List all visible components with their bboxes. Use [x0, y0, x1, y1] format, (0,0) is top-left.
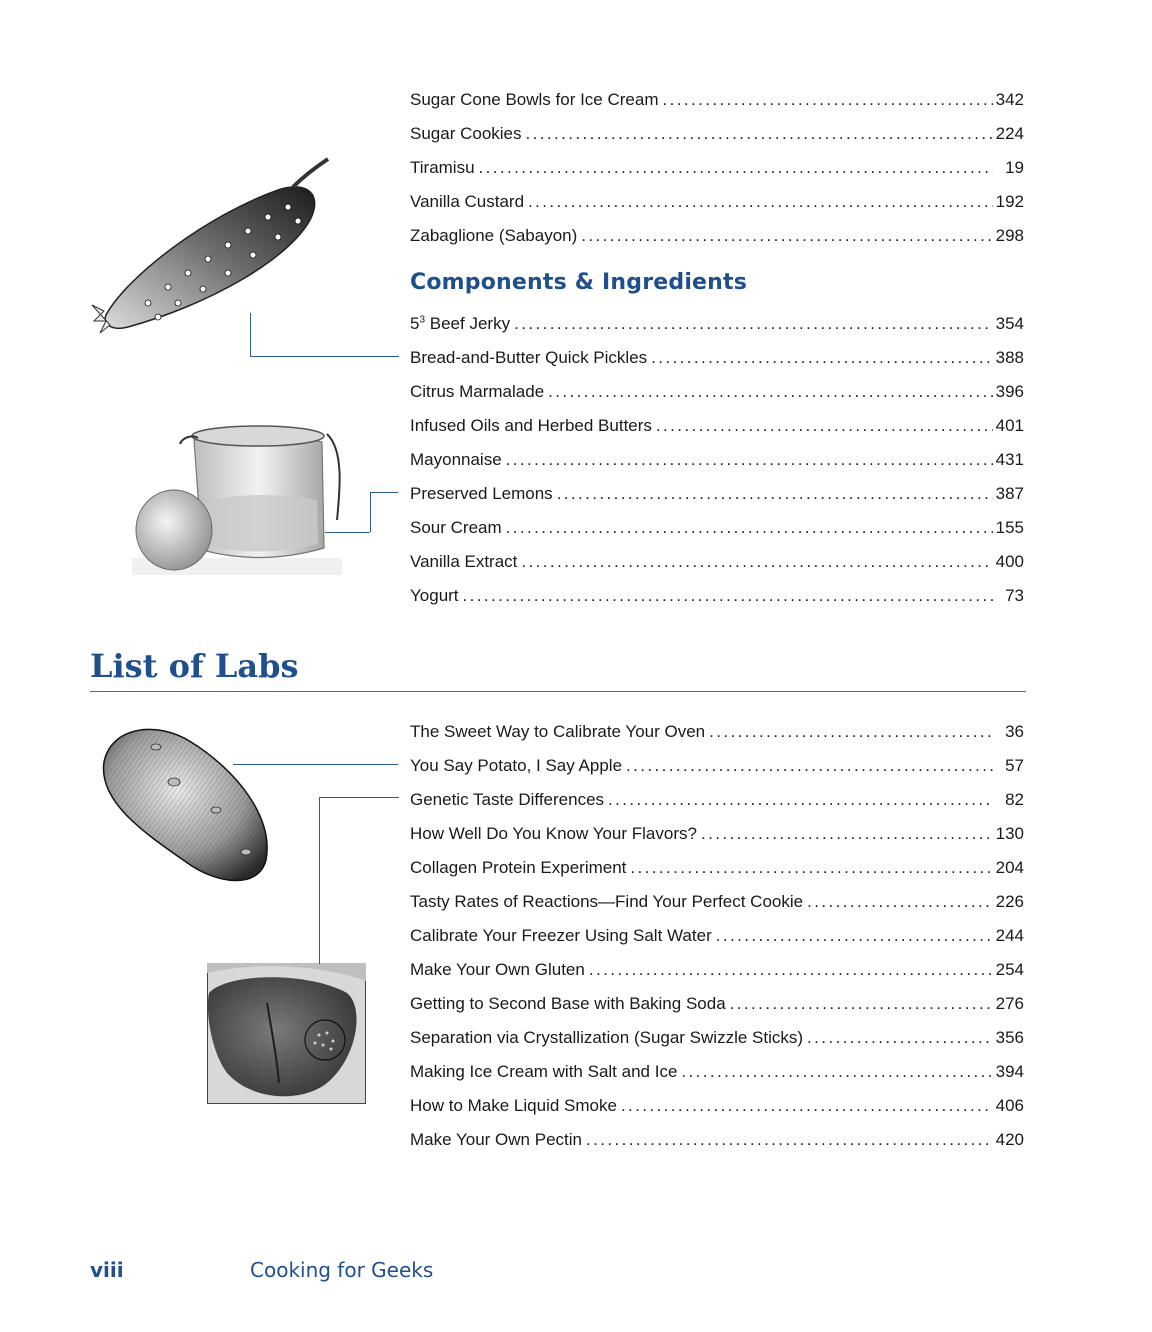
- toc-entry[interactable]: [410, 510, 1024, 544]
- toc-entry[interactable]: [410, 544, 1024, 578]
- entry-page: 36: [1005, 721, 1024, 741]
- components-list: [410, 306, 1024, 612]
- entry-title: Mayonnaise: [410, 449, 502, 469]
- dot-leader: [681, 1063, 992, 1080]
- entry-page: 224: [995, 123, 1024, 143]
- dot-leader: [709, 723, 993, 740]
- toc-entry[interactable]: [410, 816, 1024, 850]
- labs-list: [410, 714, 1024, 1156]
- toc-entry[interactable]: [410, 306, 1024, 340]
- entry-title: Sugar Cookies: [410, 123, 522, 143]
- toc-entry[interactable]: [410, 442, 1024, 476]
- entry-page: 192: [995, 191, 1024, 211]
- entry-title: Vanilla Custard: [410, 191, 525, 211]
- entry-title: Sugar Cone Bowls for Ice Cream: [410, 89, 659, 109]
- toc-entry[interactable]: [410, 82, 1024, 116]
- toc-entry[interactable]: [410, 578, 1024, 612]
- dot-leader: [557, 485, 993, 502]
- superscript: 3: [419, 313, 426, 325]
- leader-line: [325, 492, 398, 532]
- dot-leader: [651, 349, 992, 366]
- dot-leader: [608, 791, 993, 808]
- dot-leader: [528, 193, 993, 210]
- entry-page: 401: [995, 415, 1024, 435]
- leader-line: [370, 492, 371, 532]
- entry-title: Making Ice Cream with Salt and Ice: [410, 1061, 678, 1081]
- entry-page: 73: [1005, 585, 1024, 605]
- entry-page: 394: [995, 1061, 1024, 1081]
- leader-line: [250, 313, 399, 357]
- dot-leader: [716, 927, 993, 944]
- dot-leader: [586, 1131, 993, 1148]
- tongue-photo: [207, 963, 366, 1104]
- page-number: viii: [90, 1258, 124, 1282]
- entry-page: 400: [995, 551, 1024, 571]
- toc-entry[interactable]: [410, 116, 1024, 150]
- dot-leader: [701, 825, 993, 842]
- entry-page: 204: [995, 857, 1024, 877]
- leader-line: [370, 492, 398, 493]
- toc-entry[interactable]: [410, 374, 1024, 408]
- toc-entry[interactable]: [410, 748, 1024, 782]
- entry-title: Tasty Rates of Reactions—Find Your Perfect Cookie: [410, 891, 804, 911]
- entry-title: Calibrate Your Freezer Using Salt Water: [410, 925, 712, 945]
- dot-leader: [526, 125, 993, 142]
- running-footer-title: Cooking for Geeks: [250, 1258, 434, 1282]
- toc-entry[interactable]: [410, 1054, 1024, 1088]
- toc-entry[interactable]: [410, 850, 1024, 884]
- entry-title: $5^3$ Beef Jerky: [410, 313, 511, 333]
- entry-page: 387: [995, 483, 1024, 503]
- entry-page: 354: [995, 313, 1024, 333]
- entry-page: 342: [995, 89, 1024, 109]
- entry-page: 130: [995, 823, 1024, 843]
- dot-leader: [807, 893, 993, 910]
- toc-entry[interactable]: [410, 150, 1024, 184]
- entry-page: 396: [995, 381, 1024, 401]
- entry-title: Zabaglione (Sabayon): [410, 225, 578, 245]
- dot-leader: [663, 91, 993, 108]
- toc-entry[interactable]: [410, 184, 1024, 218]
- dot-leader: [621, 1097, 993, 1114]
- dot-leader: [514, 315, 993, 332]
- toc-entry[interactable]: [410, 218, 1024, 252]
- toc-entry[interactable]: [410, 476, 1024, 510]
- dot-leader: [506, 519, 993, 536]
- entry-title: How to Make Liquid Smoke: [410, 1095, 617, 1115]
- entry-title: Yogurt: [410, 585, 459, 605]
- toc-entry[interactable]: [410, 952, 1024, 986]
- heading-rule: [90, 691, 1026, 692]
- toc-entry[interactable]: [410, 1122, 1024, 1156]
- entry-page: 82: [1005, 789, 1024, 809]
- dot-leader: [548, 383, 992, 400]
- entry-page: 19: [1005, 157, 1024, 177]
- entry-title: Tiramisu: [410, 157, 475, 177]
- toc-entry[interactable]: [410, 1088, 1024, 1122]
- entry-title: How Well Do You Know Your Flavors?: [410, 823, 697, 843]
- entry-page: 406: [995, 1095, 1024, 1115]
- section-heading-labs: List of Labs: [90, 647, 299, 685]
- toc-entry[interactable]: [410, 408, 1024, 442]
- entry-page: 57: [1005, 755, 1024, 775]
- toc-entry[interactable]: [410, 918, 1024, 952]
- entry-page: 420: [995, 1129, 1024, 1149]
- entry-title: Make Your Own Gluten: [410, 959, 585, 979]
- desserts-list: [410, 82, 1024, 252]
- dot-leader: [521, 553, 992, 570]
- entry-title: Sour Cream: [410, 517, 502, 537]
- entry-page: 431: [995, 449, 1024, 469]
- entry-title: Preserved Lemons: [410, 483, 553, 503]
- leader-line: [325, 532, 370, 533]
- entry-title: The Sweet Way to Calibrate Your Oven: [410, 721, 706, 741]
- dot-leader: [630, 859, 992, 876]
- toc-entry[interactable]: [410, 1020, 1024, 1054]
- entry-page: 226: [995, 891, 1024, 911]
- entry-title: Vanilla Extract: [410, 551, 518, 571]
- toc-entry[interactable]: [410, 986, 1024, 1020]
- dot-leader: [730, 995, 993, 1012]
- leader-line: [319, 797, 399, 964]
- entry-title: Genetic Taste Differences: [410, 789, 605, 809]
- toc-entry[interactable]: [410, 714, 1024, 748]
- entry-page: 244: [995, 925, 1024, 945]
- entry-title: Infused Oils and Herbed Butters: [410, 415, 652, 435]
- entry-title: Getting to Second Base with Baking Soda: [410, 993, 726, 1013]
- toc-entry[interactable]: [410, 782, 1024, 816]
- dot-leader: [589, 961, 993, 978]
- dot-leader: [656, 417, 993, 434]
- entry-title: Bread-and-Butter Quick Pickles: [410, 347, 648, 367]
- dot-leader: [463, 587, 993, 604]
- entry-page: 356: [995, 1027, 1024, 1047]
- toc-entry[interactable]: [410, 340, 1024, 374]
- dot-leader: [626, 757, 993, 774]
- leader-line: [233, 764, 398, 765]
- entry-page: 155: [995, 517, 1024, 537]
- entry-title: Collagen Protein Experiment: [410, 857, 627, 877]
- entry-page: 298: [995, 225, 1024, 245]
- entry-page: 388: [995, 347, 1024, 367]
- entry-title: Separation via Crystallization (Sugar Swizzle Sticks): [410, 1027, 804, 1047]
- entry-title: You Say Potato, I Say Apple: [410, 755, 623, 775]
- dot-leader: [581, 227, 992, 244]
- entry-title: Citrus Marmalade: [410, 381, 545, 401]
- entry-title: Make Your Own Pectin: [410, 1129, 582, 1149]
- dot-leader: [506, 451, 993, 468]
- dot-leader: [807, 1029, 993, 1046]
- dot-leader: [479, 159, 993, 176]
- potato-illustration: [96, 722, 276, 887]
- toc-entry[interactable]: [410, 884, 1024, 918]
- section-heading-components: Components & Ingredients: [410, 270, 748, 295]
- entry-page: 254: [995, 959, 1024, 979]
- entry-page: 276: [995, 993, 1024, 1013]
- jar-and-lemon-illustration: [132, 420, 342, 575]
